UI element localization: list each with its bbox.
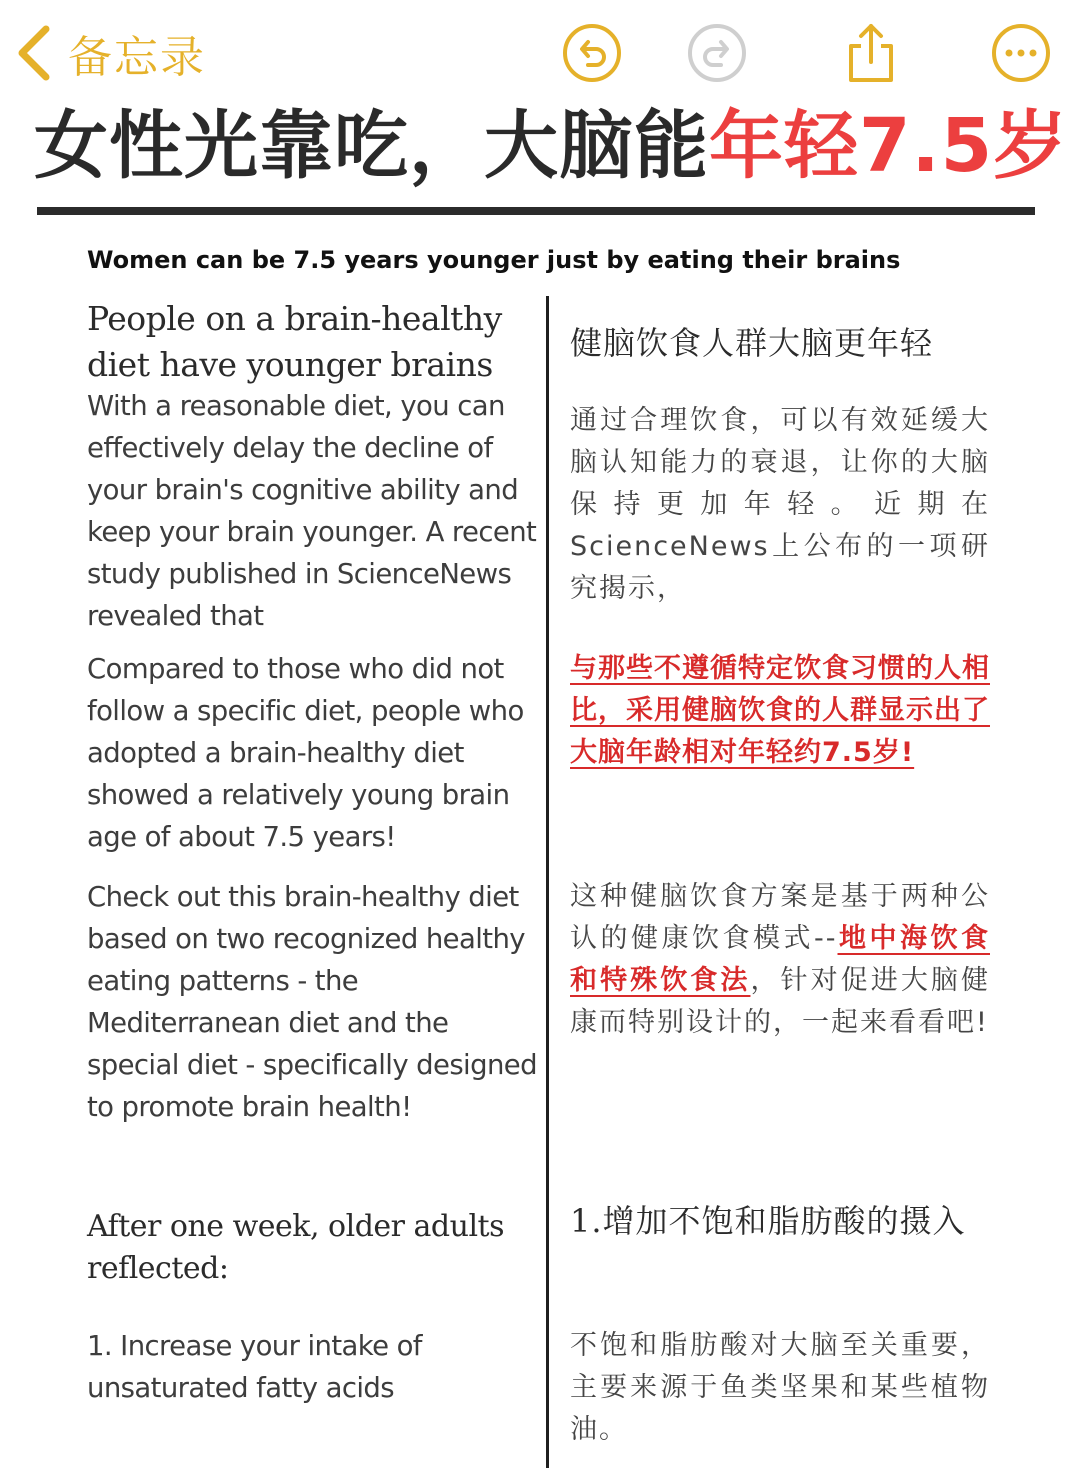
zh-heading-2: 1.增加不饱和脂肪酸的摄入 xyxy=(570,1202,966,1240)
undo-button[interactable] xyxy=(561,22,623,84)
zh-paragraph-3-pre: 这种健脑饮食方案是基于两种公认的健康饮食模式-- xyxy=(570,881,990,954)
back-label: 备忘录 xyxy=(68,32,206,83)
subtitle: Women can be 7.5 years younger just by eating their brains xyxy=(87,246,901,274)
column-divider xyxy=(546,296,549,1468)
more-button[interactable] xyxy=(990,22,1052,84)
share-icon xyxy=(840,22,902,84)
zh-heading-1: 健脑饮食人群大脑更年轻 xyxy=(570,324,934,362)
en-list-item-1: 1. Increase your intake of unsaturated fatty acids xyxy=(87,1330,422,1404)
zh-paragraph-1: 通过合理饮食，可以有效延缓大脑认知能力的衰退，让你的大脑保持更加年轻。近期在ScienceNews上公布的一项研究揭示， xyxy=(570,405,990,604)
back-button[interactable] xyxy=(12,22,206,84)
zh-paragraph-3-post: ，针对促进大脑健康而特别设计的，一起来看看吧! xyxy=(570,965,991,1038)
headline-highlight: 年轻7.5岁 xyxy=(709,103,1069,189)
en-paragraph-1: With a reasonable diet, you can effectively delay the decline of your brain's cognitive ability and keep your brain younger. A recent study published in ScienceNews revealed that xyxy=(87,390,537,632)
en-paragraph-2: Compared to those who did not follow a specific diet, people who adopted a brain-healthy diet showed a relatively young brain age of about 7.5 years! xyxy=(87,653,524,853)
more-icon xyxy=(990,22,1052,84)
zh-highlight-paragraph: 与那些不遵循特定饮食习惯的人相比，采用健脑饮食的人群显示出了大脑年龄相对年轻约7.5岁! xyxy=(570,653,990,768)
redo-icon xyxy=(686,22,748,84)
headline-rule xyxy=(37,207,1035,215)
undo-icon xyxy=(561,22,623,84)
zh-paragraph-4: 不饱和脂肪酸对大脑至关重要，主要来源于鱼类坚果和某些植物油。 xyxy=(570,1330,990,1445)
nav-bar xyxy=(0,0,1080,100)
headline xyxy=(34,96,1069,196)
share-button[interactable] xyxy=(840,22,902,84)
zh-paragraph-3-highlight: 地中海饮食和特殊饮食法 xyxy=(570,923,990,996)
en-paragraph-3: Check out this brain-healthy diet based on two recognized healthy eating patterns - the Mediterranean diet and the special diet - specifically designed to promote brain health! xyxy=(87,881,537,1123)
headline-main: 女性光靠吃，大脑能 xyxy=(34,103,709,189)
chevron-left-icon xyxy=(12,23,56,83)
zh-paragraph-3 xyxy=(570,876,990,1044)
en-heading-1: People on a brain-healthy diet have younger brains xyxy=(87,299,502,384)
redo-button[interactable] xyxy=(686,22,748,84)
en-heading-2: After one week, older adults reflected: xyxy=(87,1209,504,1286)
